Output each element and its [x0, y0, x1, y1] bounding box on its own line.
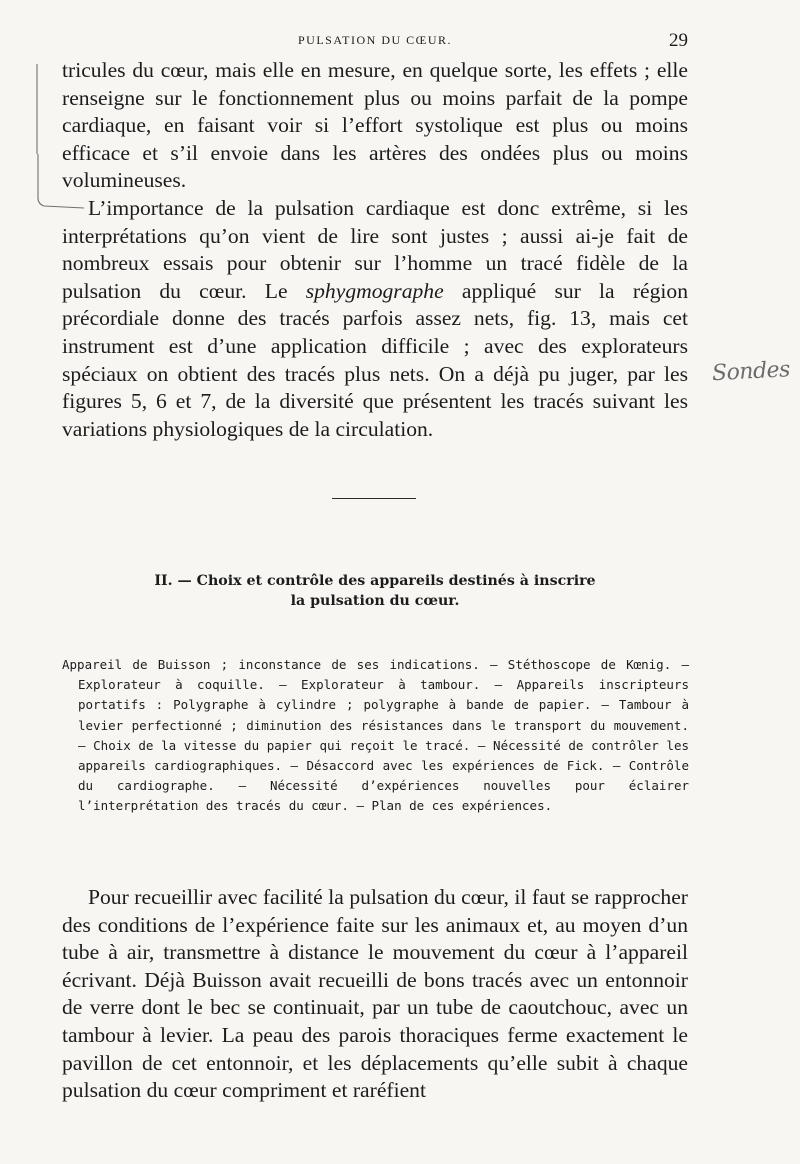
- handwritten-margin-note: Sondes: [711, 357, 791, 387]
- running-title: PULSATION DU CŒUR.: [297, 33, 452, 47]
- section-divider-rule: [332, 498, 416, 499]
- running-head: [62, 30, 688, 52]
- section-heading-line-1: II. — Choix et contrôle des appareils destinés à inscrire: [154, 573, 596, 589]
- paragraph-2-text-end: appliqué sur la région précordiale donne des tracés parfois assez nets, fig. 13, mais cet instrument est d’une application difficile ; avec des explorateurs spéciaux on obtient des tracés plus nets. On a déjà pu juger, par les figures 5, 6 et 7, de la diversité que présentent les tracés suivant les variations physiologiques de la circulation.: [62, 278, 688, 441]
- page-number: 29: [669, 30, 688, 51]
- section-summary: [62, 655, 689, 817]
- paragraph-2-text-start: L’importance de la pulsation cardiaque est donc extrême, si les interprétations qu’on vient de lire sont justes ; aussi ai-je fait de nombreux essais pour obtenir sur l’homme un tracé fidèle de la pulsation du cœur. Le: [62, 196, 688, 303]
- paragraph-1: [62, 57, 688, 195]
- paragraph-2-text: [62, 195, 688, 443]
- sphygmographe-term: sphygmographe: [305, 278, 444, 303]
- paragraph-3: [62, 884, 688, 1105]
- section-heading: [62, 571, 688, 611]
- section-heading-line-2: la pulsation du cœur.: [290, 593, 460, 609]
- paragraph-3-text: Pour recueillir avec facilité la pulsation du cœur, il faut se rapprocher des conditions de l’expérience faite sur les animaux et, au moyen d’un tube à air, transmettre à distance le mouvement du cœur à l’appareil écrivant. Déjà Buisson avait recueilli de bons tracés avec un entonnoir de verre dont le bec se continuait, par un tube de caoutchouc, avec un tambour à levier. La peau des parois thoraciques ferme exactement le pavillon de cet entonnoir, et les déplacements qu’elle subit à chaque pulsation du cœur compriment et raréfient: [62, 885, 688, 1103]
- paragraph-1-text: tricules du cœur, mais elle en mesure, en quelque sorte, les effets ; elle renseigne sur le fonctionnement plus ou moins parfait de la pompe cardiaque, en faisant voir si l’effort systolique est plus ou moins efficace et s’il envoie dans les artères des ondées plus ou moins volumineuses.: [62, 58, 688, 193]
- paragraph-2: [62, 195, 688, 443]
- section-summary-text: Appareil de Buisson ; inconstance de ses indications. — Stéthoscope de Kœnig. — Explorateur à coquille. — Explorateur à tambour. — Appareils inscripteurs portatifs : Polygraphe à cylindre ; polygraphe à bande de papier. — Tambour à levier perfectionné ; diminution des résistances dans le transport du mouvement. — Choix de la vitesse du papier qui reçoit le tracé. — Nécessité de contrôler les appareils cardiographiques. — Désaccord avec les expériences de Fick. — Contrôle du cardiographe. — Nécessité d’expériences nouvelles pour éclairer l’interprétation des tracés du cœur. — Plan de ces expériences.: [62, 657, 689, 814]
